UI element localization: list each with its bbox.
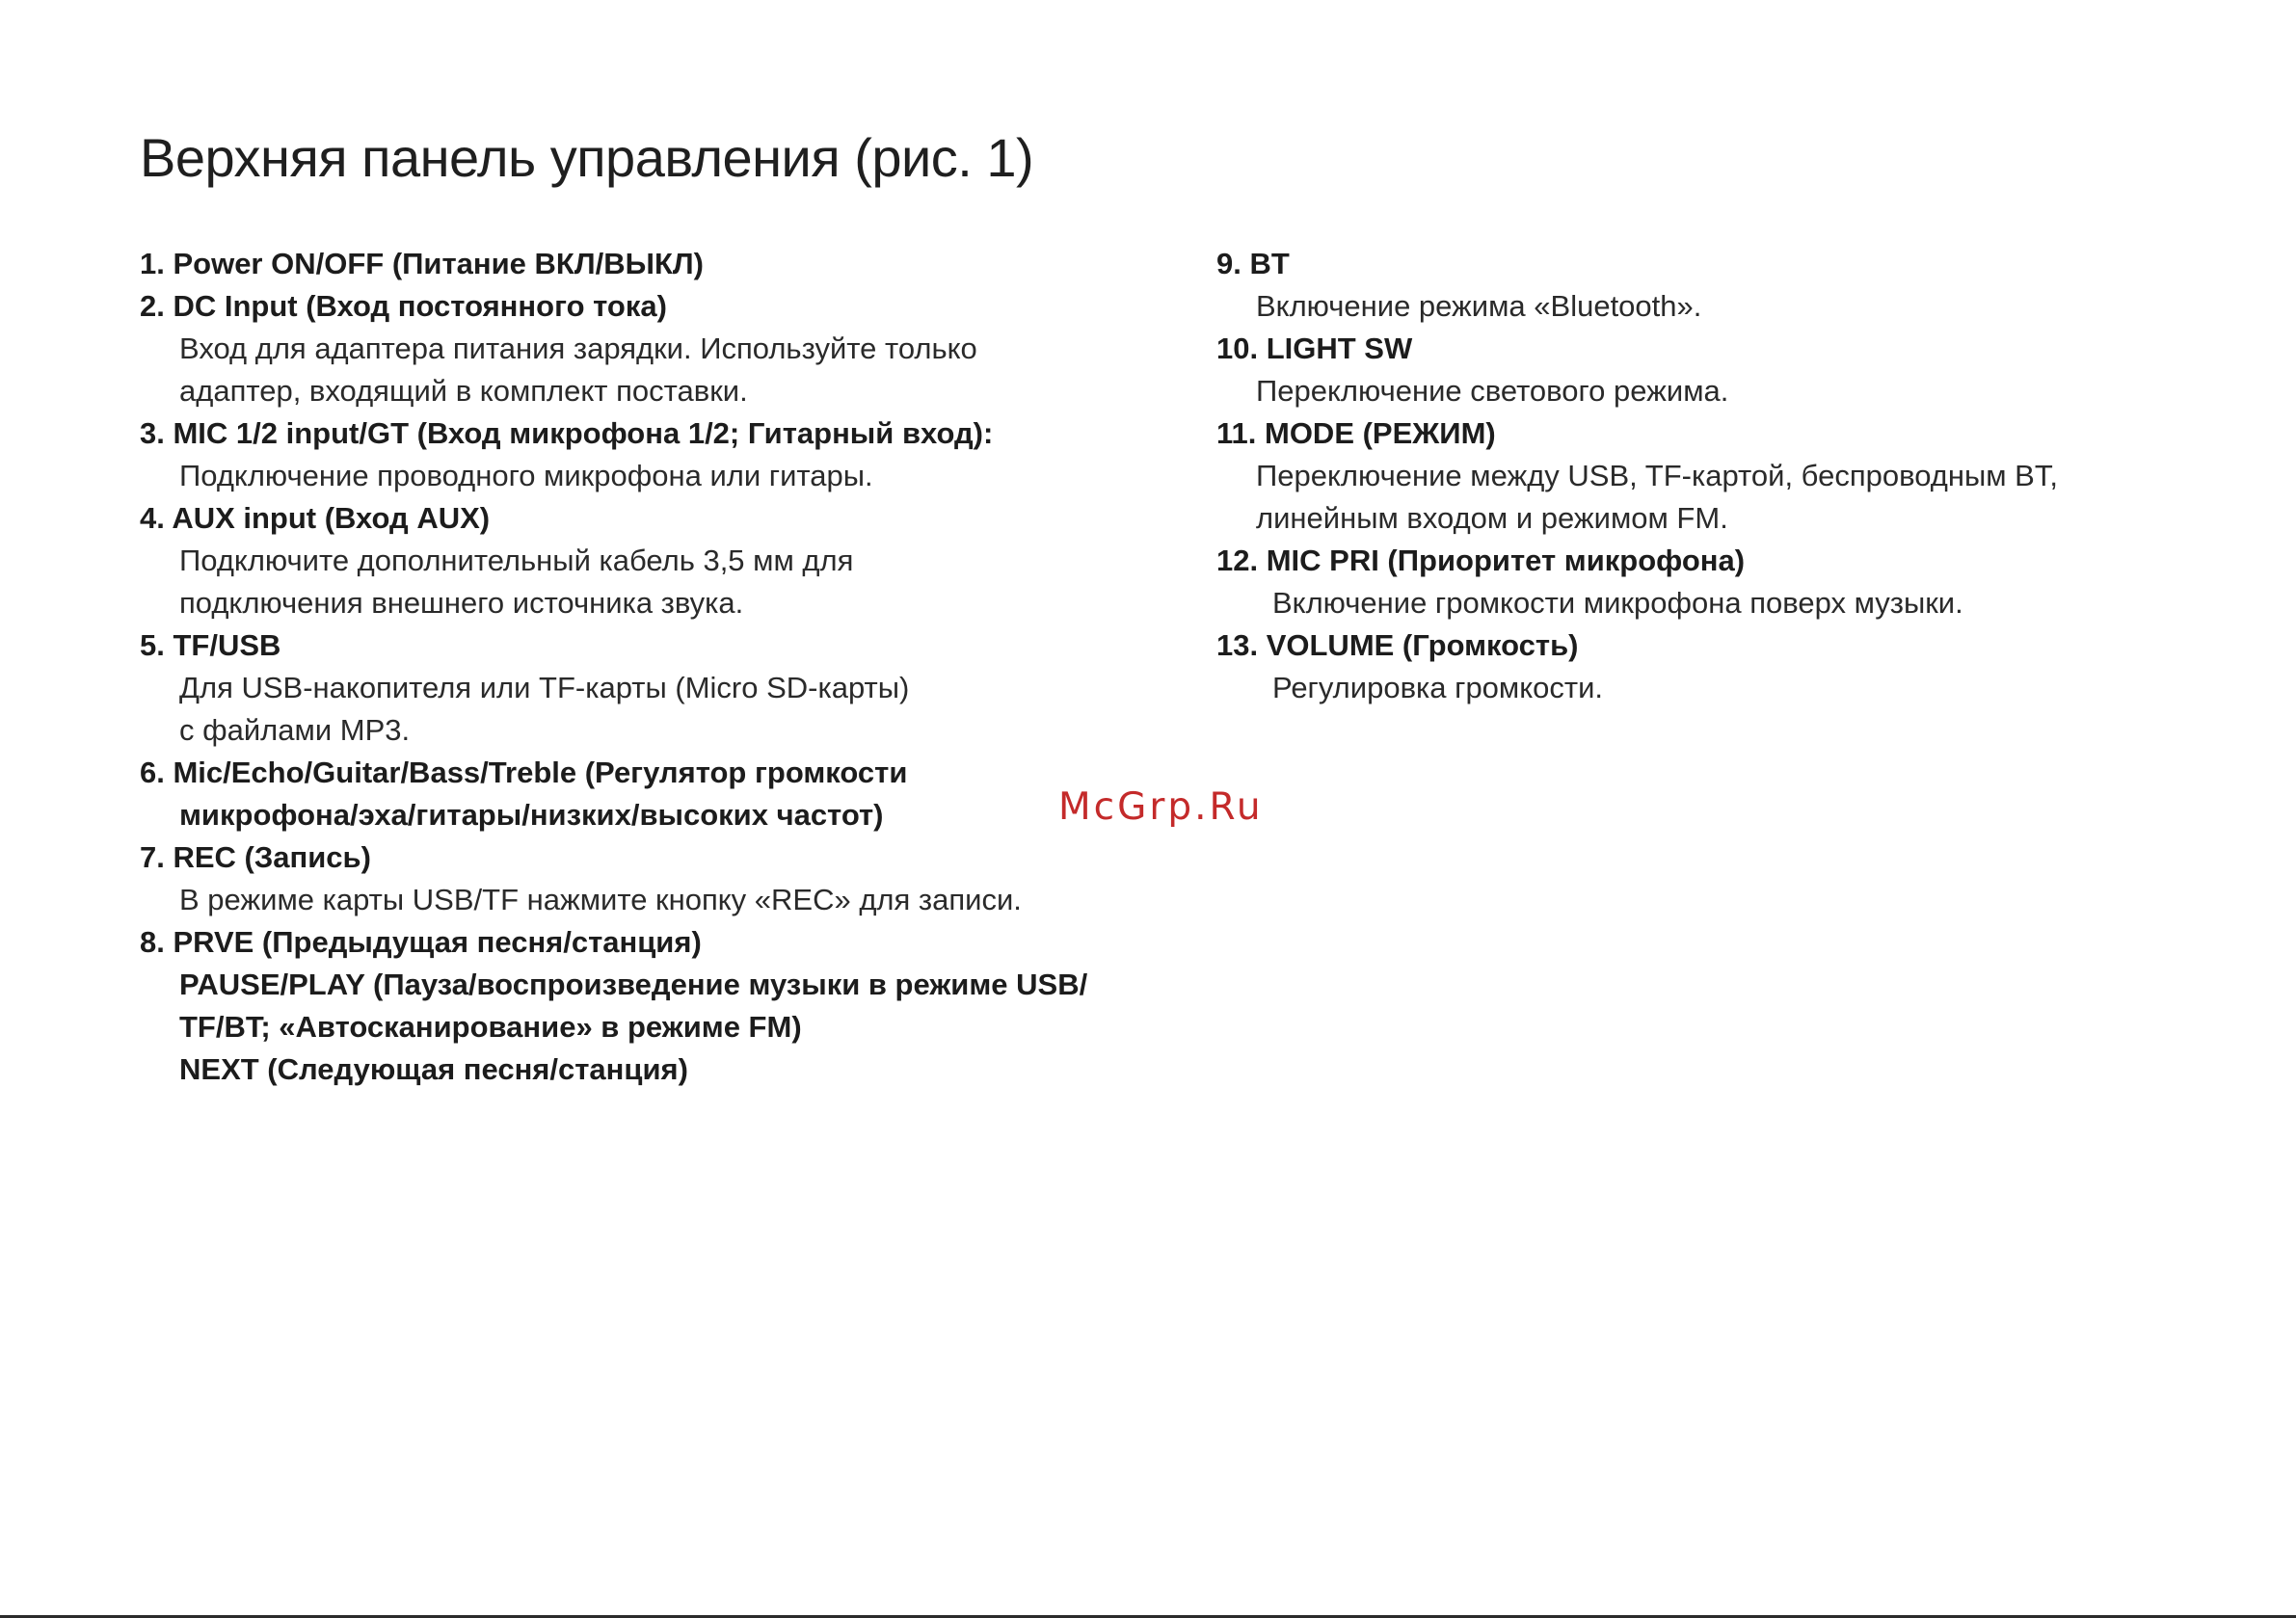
list-item-bt	[1216, 243, 2180, 328]
item-description: Подключение проводного микрофона или гитары.	[179, 459, 873, 492]
item-heading: 4. AUX input (Вход AUX)	[140, 501, 491, 535]
item-heading: 12. MIC PRI (Приоритет микрофона)	[1216, 544, 1746, 577]
item-heading: 8. PRVE (Предыдущая песня/станция)	[140, 925, 702, 959]
item-description: В режиме карты USB/TF нажмите кнопку «REC» для записи.	[179, 883, 1022, 916]
item-heading: 11. MODE (РЕЖИМ)	[1216, 416, 1496, 450]
watermark: McGrp.Ru	[1058, 785, 1264, 829]
item-heading: 10. LIGHT SW	[1216, 332, 1413, 365]
item-heading: 3. MIC 1/2 input/GT (Вход микрофона 1/2; Гитарный вход):	[140, 416, 994, 450]
item-heading: 5. TF/USB	[140, 628, 281, 662]
item-subheading: TF/BT; «Автосканирование» в режиме FM)	[179, 1010, 802, 1044]
item-heading: 9. BT	[1216, 247, 1290, 280]
list-item-mic-pri	[1216, 540, 2180, 624]
item-description: Переключение светового режима.	[1256, 374, 1729, 408]
page-title: Верхняя панель управления (рис. 1)	[140, 127, 1034, 188]
item-heading: 7. REC (Запись)	[140, 840, 371, 874]
list-item-tf-usb	[140, 624, 1181, 752]
item-heading: 6. Mic/Echo/Guitar/Bass/Treble (Регулятор громкости	[140, 756, 908, 789]
list-item-mic-input	[140, 412, 1181, 497]
item-description: Включение режима «Bluetooth».	[1256, 289, 1702, 323]
item-heading: 13. VOLUME (Громкость)	[1216, 628, 1579, 662]
left-column	[140, 243, 1181, 1091]
right-column	[1216, 243, 2180, 709]
item-description: Вход для адаптера питания зарядки. Используйте только	[179, 332, 977, 365]
item-description: Регулировка громкости.	[1272, 671, 1604, 704]
item-description: линейным входом и режимом FM.	[1256, 501, 1728, 535]
list-item-light-sw	[1216, 328, 2180, 412]
list-item-aux-input	[140, 497, 1181, 624]
item-heading-continued: микрофона/эха/гитары/низких/высоких частот)	[179, 798, 884, 832]
list-item-transport	[140, 921, 1181, 1091]
item-description: с файлами MP3.	[179, 713, 411, 747]
item-heading: 2. DC Input (Вход постоянного тока)	[140, 289, 667, 323]
item-description: адаптер, входящий в комплект поставки.	[179, 374, 748, 408]
list-item-volume	[1216, 624, 2180, 709]
list-item-mode	[1216, 412, 2180, 540]
list-item-rec	[140, 836, 1181, 921]
item-description: Подключите дополнительный кабель 3,5 мм для	[179, 544, 854, 577]
item-description: Включение громкости микрофона поверх музыки.	[1272, 586, 1963, 620]
item-description: подключения внешнего источника звука.	[179, 586, 744, 620]
item-heading: 1. Power ON/OFF (Питание ВКЛ/ВЫКЛ)	[140, 247, 704, 280]
list-item-regulators	[140, 752, 1181, 836]
item-description: Переключение между USB, TF-картой, беспроводным BT,	[1256, 459, 2058, 492]
item-description: Для USB-накопителя или TF-карты (Micro SD-карты)	[179, 671, 910, 704]
item-subheading: NEXT (Следующая песня/станция)	[179, 1052, 688, 1086]
item-subheading: PAUSE/PLAY (Пауза/воспроизведение музыки в режиме USB/	[179, 968, 1088, 1001]
list-item-power	[140, 243, 1181, 285]
list-item-dc-input	[140, 285, 1181, 412]
